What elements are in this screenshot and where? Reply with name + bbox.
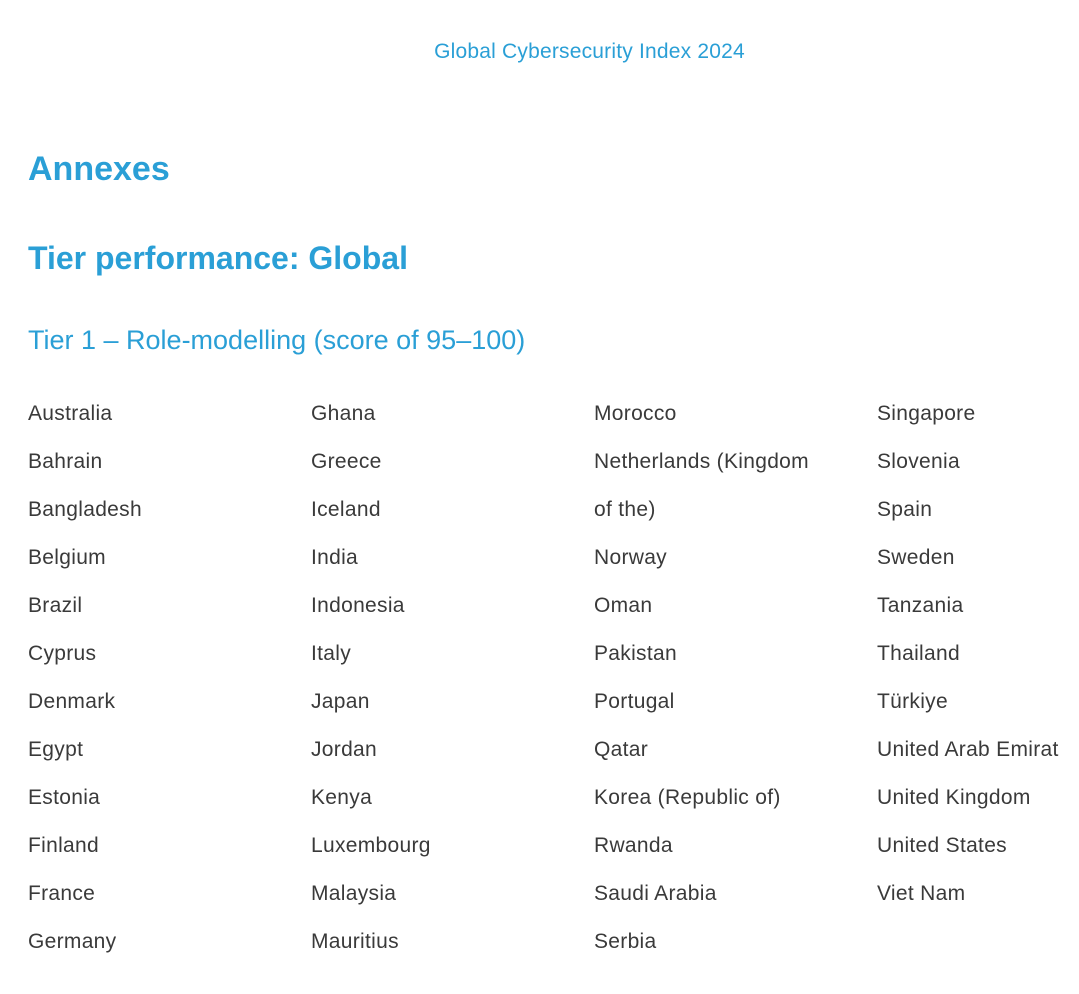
country-list-item: Morocco [594, 402, 677, 425]
country-columns [28, 390, 1079, 990]
country-column-2 [311, 390, 594, 990]
country-list-item: Egypt [28, 738, 84, 761]
country-list-item: of the) [594, 498, 656, 521]
country-list-item: Korea (Republic of) [594, 786, 781, 809]
country-list-item: Thailand [877, 642, 960, 665]
country-list-item: Brazil [28, 594, 83, 617]
country-list-item: Sweden [877, 546, 955, 569]
country-list-item: Pakistan [594, 642, 677, 665]
country-list-item: Iceland [311, 498, 381, 521]
country-list-item: Viet Nam [877, 882, 966, 905]
tier-performance-title: Tier performance: Global [28, 240, 408, 276]
country-list-item: Bangladesh [28, 498, 142, 521]
country-list-item: France [28, 882, 96, 905]
country-list-item: Saudi Arabia [594, 882, 717, 905]
country-list-item: Cyprus [28, 642, 97, 665]
country-list-item: Australia [28, 402, 113, 425]
country-list-item: Oman [594, 594, 653, 617]
country-list-item: Norway [594, 546, 667, 569]
country-list-item: Luxembourg [311, 834, 431, 857]
country-list-item: Slovenia [877, 450, 960, 473]
country-list-item: Denmark [28, 690, 116, 713]
country-list-item: Germany [28, 930, 117, 953]
country-list-item: Malaysia [311, 882, 397, 905]
country-list-item: Tanzania [877, 594, 964, 617]
country-list-item: Jordan [311, 738, 378, 761]
country-list-item: Finland [28, 834, 99, 857]
country-column-3 [594, 390, 877, 990]
country-list-item: United States [877, 834, 1007, 857]
country-list-item: Türkiye [877, 690, 948, 713]
country-column-1 [28, 390, 311, 990]
country-list-item: Portugal [594, 690, 675, 713]
country-list-item: Bahrain [28, 450, 103, 473]
country-list-item: Indonesia [311, 594, 405, 617]
running-header: Global Cybersecurity Index 2024 [434, 40, 745, 63]
tier-1-heading: Tier 1 – Role-modelling (score of 95–100) [28, 325, 526, 355]
country-list-item: Singapore [877, 402, 976, 425]
country-list-item: United Kingdom [877, 786, 1031, 809]
country-list-item: Netherlands (Kingdom [594, 450, 809, 473]
country-list-item: Belgium [28, 546, 106, 569]
country-list-item: Japan [311, 690, 370, 713]
country-list-item: Spain [877, 498, 933, 521]
country-list-item: Mauritius [311, 930, 399, 953]
country-list-item: Ghana [311, 402, 376, 425]
country-list-item: Estonia [28, 786, 101, 809]
country-list-item: India [311, 546, 359, 569]
country-list-item: Qatar [594, 738, 649, 761]
country-column-4 [877, 390, 1077, 990]
country-list-item: Italy [311, 642, 352, 665]
country-list-item: Kenya [311, 786, 373, 809]
country-list-item: United Arab Emirat [877, 738, 1059, 761]
section-title: Annexes [28, 150, 170, 188]
country-list-item: Greece [311, 450, 382, 473]
country-list-item: Serbia [594, 930, 657, 953]
country-list-item: Rwanda [594, 834, 673, 857]
